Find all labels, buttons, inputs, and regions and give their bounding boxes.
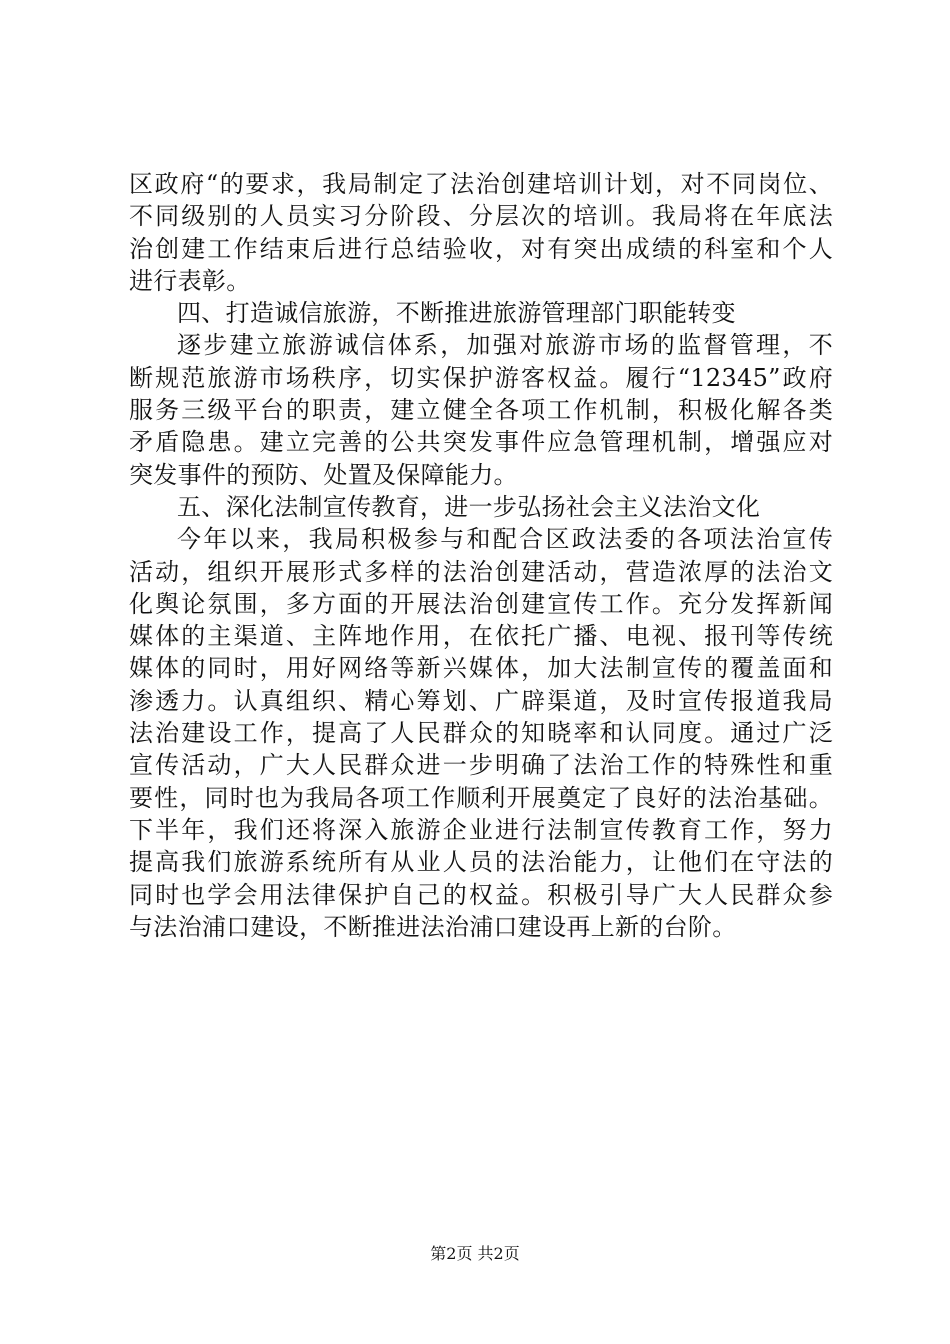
text-line: 与法治浦口建设，不断推进法治浦口建设再上新的台阶。 xyxy=(129,912,737,941)
text-line: 渗透力。认真组织、精心筹划、广辟渠道，及时宣传报道我局 xyxy=(129,686,833,715)
text-line: 区政府“的要求，我局制定了法治创建培训计划，对不同岗位、 xyxy=(129,170,833,198)
text-line: 进行表彰。 xyxy=(129,266,251,295)
text-line: 逐步建立旅游诚信体系，加强对旅游市场的监督管理，不 xyxy=(177,331,833,360)
text-line: 化舆论氛围，多方面的开展法治创建宣传工作。充分发挥新闻 xyxy=(129,589,833,618)
page-number: 第2页 共2页 xyxy=(430,1244,520,1263)
text-line: 治创建工作结束后进行总结验收，对有突出成绩的科室和个人 xyxy=(129,234,833,263)
text-line: 提高我们旅游系统所有从业人员的法治能力，让他们在守法的 xyxy=(129,848,833,877)
text-line: 同时也学会用法律保护自己的权益。积极引导广大人民群众参 xyxy=(129,880,833,909)
text-line: 突发事件的预防、处置及保障能力。 xyxy=(129,460,518,489)
text-line: 断规范旅游市场秩序，切实保护游客权益。履行“12345”政府 xyxy=(129,363,833,392)
text-line: 下半年，我们还将深入旅游企业进行法制宣传教育工作，努力 xyxy=(129,815,833,844)
text-line: 今年以来，我局积极参与和配合区政法委的各项法治宣传 xyxy=(177,525,833,554)
text-line: 矛盾隐患。建立完善的公共突发事件应急管理机制，增强应对 xyxy=(129,428,833,457)
section-heading: 五、深化法制宣传教育，进一步弘扬社会主义法治文化 xyxy=(177,492,761,521)
section-heading: 四、打造诚信旅游，不断推进旅游管理部门职能转变 xyxy=(177,299,736,328)
text-line: 法治建设工作，提高了人民群众的知晓率和认同度。通过广泛 xyxy=(129,719,833,748)
document-body xyxy=(129,168,833,943)
text-line: 活动，组织开展形式多样的法治创建活动，营造浓厚的法治文 xyxy=(129,557,833,586)
text-line: 宣传活动，广大人民群众进一步明确了法治工作的特殊性和重 xyxy=(129,751,833,780)
text-line: 服务三级平台的职责，建立健全各项工作机制，积极化解各类 xyxy=(129,396,833,425)
text-line: 媒体的同时，用好网络等新兴媒体，加大法制宣传的覆盖面和 xyxy=(129,654,833,683)
text-line: 媒体的主渠道、主阵地作用，在依托广播、电视、报刊等传统 xyxy=(129,622,833,651)
text-line: 不同级别的人员实习分阶段、分层次的培训。我局将在年底法 xyxy=(129,202,833,231)
text-line: 要性，同时也为我局各项工作顺利开展奠定了良好的法治基础。 xyxy=(129,783,833,812)
